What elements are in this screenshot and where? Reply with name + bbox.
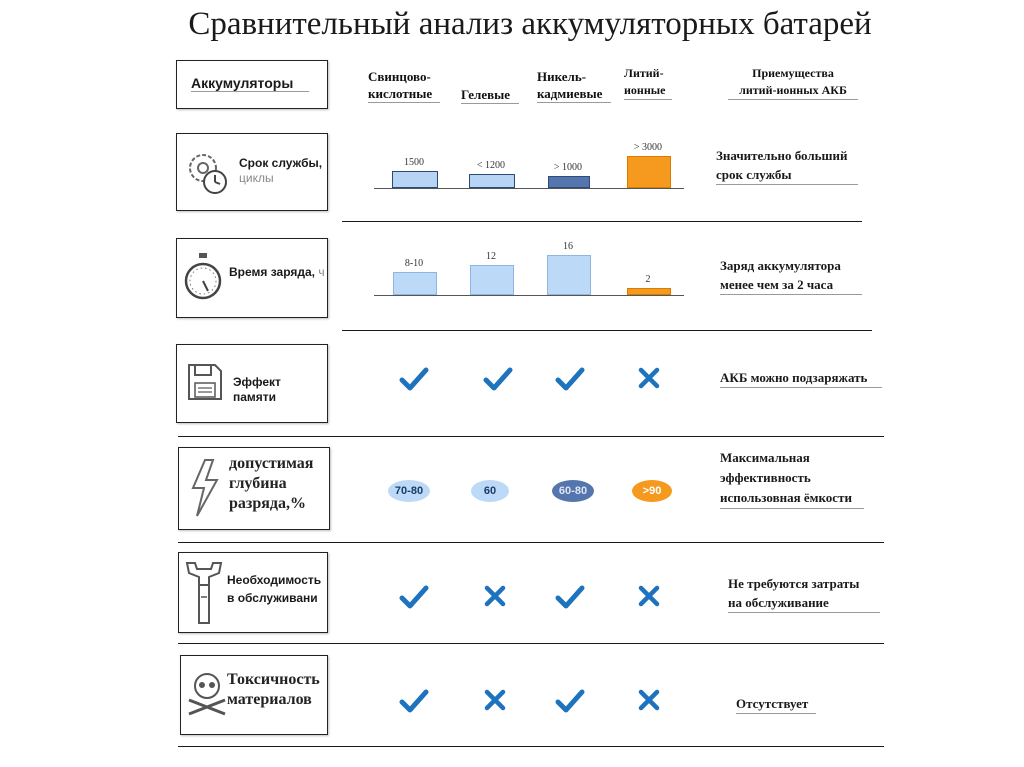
gears-clock-icon	[183, 144, 231, 198]
depth-value-badge: 60-80	[552, 480, 594, 502]
cross-icon	[483, 584, 507, 613]
separator	[178, 542, 884, 543]
cross-icon	[637, 688, 661, 717]
col-header-li-ion: Литий- ионные	[624, 65, 672, 100]
lightning-icon	[187, 458, 223, 518]
depth-value-badge: 60	[471, 480, 509, 502]
row-label-toxicity: Токсичность материалов	[227, 671, 320, 708]
chart-data-label: 12	[486, 250, 496, 262]
lifetime-chart	[374, 125, 684, 189]
note-depth: Максимальная эффективность использовная ёмкости	[720, 448, 864, 509]
chart-bar	[393, 272, 437, 295]
depth-pills	[380, 476, 680, 504]
depth-value-badge: 70-80	[388, 480, 430, 502]
chart-bar	[470, 265, 514, 296]
row-label-box-memory	[176, 344, 328, 423]
chart-data-label: 1500	[404, 157, 424, 168]
chart-data-label: > 3000	[633, 142, 663, 153]
note-toxicity: Отсутствует	[736, 694, 816, 714]
header-label: Аккумуляторы	[191, 75, 309, 92]
checkmark-icon	[399, 366, 429, 397]
skull-crossbones-icon	[185, 668, 229, 718]
chart-bar	[392, 171, 438, 188]
chart-bar	[469, 174, 515, 188]
memory-marks	[380, 360, 680, 400]
wrench-hand-icon	[183, 557, 227, 627]
chart-bar	[547, 255, 591, 295]
chart-data-label: 8-10	[404, 257, 424, 269]
row-label-lifetime: Срок службы, циклы	[239, 156, 323, 185]
row-label-box-maintenance	[178, 552, 328, 633]
stopwatch-icon	[183, 251, 223, 305]
checkmark-icon	[555, 366, 585, 397]
charge-time-chart	[374, 238, 684, 296]
checkmark-icon	[555, 688, 585, 719]
separator	[178, 746, 884, 747]
col-header-advantages: Приемущества литий-ионных АКБ	[728, 65, 858, 100]
row-label-depth: допустимая глубина разряда,%	[229, 455, 314, 512]
chart-baseline	[374, 188, 684, 189]
row-label-box-depth	[178, 447, 330, 530]
checkmark-icon	[399, 688, 429, 719]
floppy-disk-icon	[187, 363, 223, 401]
row-label-charge-time: Время заряда, ч	[229, 265, 325, 279]
col-header-gel: Гелевые	[461, 86, 519, 104]
cross-icon	[637, 584, 661, 613]
col-header-nicd: Никель- кадмиевые	[537, 68, 611, 103]
note-charge-time: Заряд аккумулятора менее чем за 2 часа	[720, 256, 862, 295]
chart-data-label: > 1000	[553, 162, 583, 173]
chart-data-label: 2	[645, 274, 651, 286]
cross-icon	[483, 688, 507, 717]
separator	[178, 643, 884, 644]
row-label-maintenance: Необходимость в обслуживани	[227, 573, 322, 605]
note-maintenance: Не требуются затраты на обслуживание	[728, 574, 880, 613]
chart-data-label: 16	[563, 241, 573, 252]
row-label-box-charge-time	[176, 238, 328, 318]
row-label-memory: Эффект памяти	[233, 375, 281, 404]
checkmark-icon	[483, 366, 513, 397]
row-label-box-lifetime	[176, 133, 328, 211]
slide-title: Сравнительный анализ аккумуляторных батарей	[188, 6, 872, 42]
separator	[342, 330, 872, 331]
note-memory: АКБ можно подзаряжать	[720, 368, 882, 388]
depth-value-badge: >90	[632, 480, 672, 502]
chart-bar	[627, 156, 671, 188]
row-label-box-toxicity	[180, 655, 328, 735]
separator	[178, 436, 884, 437]
checkmark-icon	[555, 584, 585, 615]
toxicity-marks	[380, 682, 680, 722]
separator	[342, 221, 862, 222]
header-label-box	[176, 60, 328, 109]
chart-bar	[548, 176, 590, 188]
note-lifetime: Значительно больший срок службы	[716, 146, 858, 185]
chart-baseline	[374, 295, 684, 296]
checkmark-icon	[399, 584, 429, 615]
chart-bar	[627, 288, 671, 295]
maintenance-marks	[380, 578, 680, 618]
col-header-lead-acid: Свинцово- кислотные	[368, 68, 440, 103]
chart-data-label: < 1200	[476, 160, 506, 171]
cross-icon	[637, 366, 661, 395]
